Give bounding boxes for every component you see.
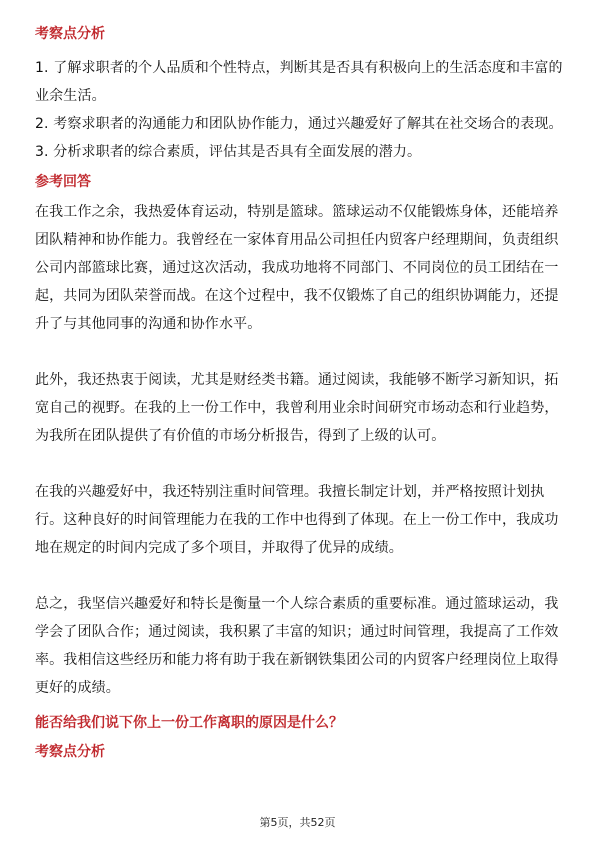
answer-paragraph-1: 在我工作之余，我热爱体育运动，特别是篮球。篮球运动不仅能锻炼身体，还能培养团队精神和协作能力。我曾经在一家体育用品公司担任内贸客户经理期间，负责组织公司内部篮球比赛，通过这次活动，我成功地将不同部门、不同岗位的员工团结在一起，共同为团队荣誉而战。在这个过程中，我不仅锻炼了自己的组织协调能力，还提升了与其他同事的沟通和协作水平。	[35, 204, 559, 332]
analysis-point-1: 1. 了解求职者的个人品质和个性特点，判断其是否具有积极向上的生活态度和丰富的业余生活。	[35, 60, 563, 104]
section-heading-analysis: 考察点分析	[35, 26, 105, 42]
document-page	[35, 24, 565, 762]
next-question: 能否给我们说下你上一份工作离职的原因是什么？	[35, 715, 343, 731]
next-section-heading-analysis: 考察点分析	[35, 744, 105, 760]
analysis-point-3: 3. 分析求职者的综合素质，评估其是否具有全面发展的潜力。	[35, 144, 422, 160]
answer-paragraph-4: 总之，我坚信兴趣爱好和特长是衡量一个人综合素质的重要标准。通过篮球运动，我学会了团队合作；通过阅读，我积累了丰富的知识；通过时间管理，我提高了工作效率。我相信这些经历和能力将有助于我在新钢铁集团公司的内贸客户经理岗位上取得更好的成绩。	[35, 596, 559, 696]
analysis-point-2: 2. 考察求职者的沟通能力和团队协作能力，通过兴趣爱好了解其在社交场合的表现。	[35, 116, 563, 132]
section-heading-answer: 参考回答	[35, 174, 91, 190]
answer-paragraph-3: 在我的兴趣爱好中，我还特别注重时间管理。我擅长制定计划，并严格按照计划执行。这种良好的时间管理能力在我的工作中也得到了体现。在上一份工作中，我成功地在规定的时间内完成了多个项目，并取得了优异的成绩。	[35, 484, 559, 556]
answer-paragraph-2: 此外，我还热衷于阅读，尤其是财经类书籍。通过阅读，我能够不断学习新知识，拓宽自己的视野。在我的上一份工作中，我曾利用业余时间研究市场动态和行业趋势，为我所在团队提供了有价值的市场分析报告，得到了上级的认可。	[35, 372, 559, 444]
page-number: 第5页，共52页	[259, 816, 336, 829]
